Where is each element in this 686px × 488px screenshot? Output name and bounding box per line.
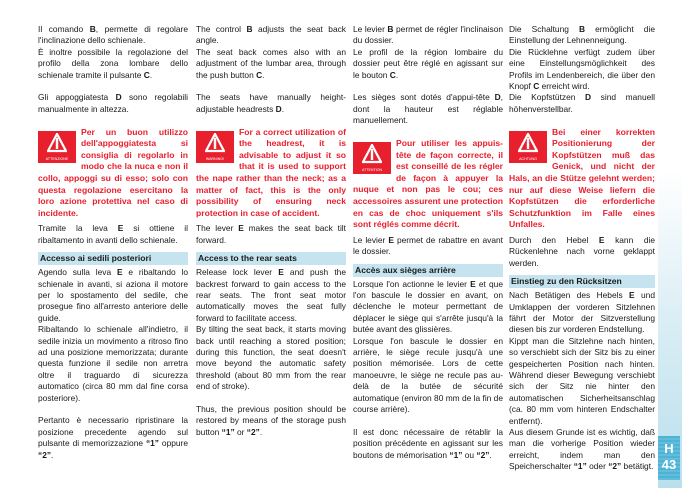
text-run: Nach Betätigen des Hebels bbox=[509, 290, 630, 301]
paragraph bbox=[38, 47, 188, 81]
text-run: Die Schaltung bbox=[509, 24, 579, 34]
warning-label: ATTENTION bbox=[361, 168, 383, 173]
text-run: oppure bbox=[159, 438, 189, 449]
bold-reference: “1” bbox=[221, 426, 235, 437]
text-run: permet de régler l'inclinaison du dossier. bbox=[353, 24, 504, 46]
bold-reference: D bbox=[585, 92, 592, 103]
bold-reference: E bbox=[278, 267, 284, 278]
warning-triangle-icon bbox=[509, 131, 547, 163]
paragraph bbox=[509, 235, 655, 269]
bold-reference: D bbox=[494, 92, 501, 103]
text-run: et que l'on bascule le dossier en avant, on déclenche le moteur permettant de déplacer le siège qui s'arrête jusqu'à la butée avant des glissières. bbox=[353, 278, 503, 335]
bold-reference: “2” bbox=[246, 426, 260, 437]
paragraph bbox=[38, 324, 188, 404]
text-run: ermöglicht die Einstellung der Lehnenneigung. bbox=[509, 24, 655, 46]
warning-text: Per un buon utilizzo dell'appoggiatesta si consiglia di regolarlo in modo che la nuca e non il collo, appoggi su di esso; solo con questa regolazione esercitano la loro azione protettiva nel caso di incidente. bbox=[38, 126, 188, 218]
text-run: Agendo sulla leva bbox=[38, 267, 117, 278]
column-fr bbox=[353, 24, 503, 461]
warning-text: Pour utiliser les appuis-tête de façon correcte, il est conseillé de les régler de façon à appuyer la nuque et non pas le cou; ces accessoires assurent une protection en cas de choc uniquement s'ils sont réglés comme décrit. bbox=[353, 138, 503, 230]
paragraph bbox=[196, 24, 346, 47]
text-run: adjusts the seat back angle. bbox=[196, 24, 346, 46]
paragraph bbox=[353, 427, 503, 461]
column-en-lower bbox=[196, 252, 346, 438]
column-de-upper bbox=[509, 24, 655, 269]
section-heading: Accès aux sièges arrière bbox=[353, 264, 503, 277]
text-run: Die Rücklehne verfügt zudem über eine Einstellungsmöglichkeit des Profils im Lendenbereich, die über den Knopf bbox=[509, 46, 655, 92]
text-run: , permette di regolare l'inclinazione dello schienale. bbox=[38, 24, 189, 46]
paragraph bbox=[196, 267, 346, 324]
paragraph bbox=[196, 324, 346, 392]
bold-reference: C bbox=[143, 69, 150, 80]
text-run: or bbox=[234, 426, 247, 437]
bold-reference: E bbox=[629, 290, 635, 301]
text-run: Il comando bbox=[38, 24, 90, 34]
text-run: makes the seat back tilt forward. bbox=[196, 223, 346, 245]
warning-label: WARNING! bbox=[205, 156, 225, 161]
paragraph bbox=[353, 47, 503, 81]
column-fr-lower bbox=[353, 264, 503, 461]
text-run: permet de rabattre en avant le dossier. bbox=[353, 234, 504, 257]
bold-reference: E bbox=[238, 223, 244, 234]
bold-reference: B bbox=[246, 24, 253, 34]
column-it bbox=[38, 24, 188, 461]
paragraph bbox=[509, 290, 655, 336]
text-run: . bbox=[51, 449, 54, 460]
bold-reference: B bbox=[387, 24, 394, 34]
text-run: Lorsque l'on bascule le dossier en arrière, le siège recule jusqu'à une position mémorisée. Lors de cette manoeuvre, le siège ne recule pas au-delà de la butée de sécurité automatique (environ 80 mm de la fin de course arrière). bbox=[353, 335, 503, 415]
section-heading: Accesso ai sedili posteriori bbox=[38, 252, 188, 265]
paragraph bbox=[509, 47, 655, 93]
bold-reference: E bbox=[388, 234, 394, 245]
column-de-lower bbox=[509, 275, 655, 473]
text-run: kann die Rückenlehne nach vorne geklappt werden. bbox=[509, 234, 655, 268]
paragraph bbox=[196, 47, 346, 81]
text-run: Tramite la leva bbox=[38, 223, 118, 234]
bold-reference: B bbox=[89, 24, 96, 34]
column-it-lower bbox=[38, 252, 188, 461]
text-run: erreicht wird. bbox=[539, 81, 590, 92]
warning-text: For a correct utilization of the headrest, it is advisable to adjust it so that it is used to support the nape rather than the neck; as a matter of fact, this is the only possibility of ensuring neck protection in case of accident. bbox=[196, 126, 346, 218]
paragraph bbox=[353, 24, 503, 47]
bold-reference: E bbox=[470, 278, 476, 289]
text-run: Durch den Hebel bbox=[509, 234, 599, 245]
bold-reference: E bbox=[116, 267, 123, 278]
column-fr-upper bbox=[353, 24, 503, 258]
text-run: Thus, the previous position should be restored by means of the storage push button bbox=[196, 404, 346, 437]
text-run: Kippt man die Sitzlehne nach hinten, so verschiebt sich der Sitz bis zu einer gespeicherten Position nach hinten. Während dieser Bewegung verschiebt sich der Sitz nie hinter den automatischen Sicherheitsanschlag (ca. 80 mm vom hinteren Endschalter entfernt). bbox=[509, 335, 655, 426]
paragraph bbox=[196, 404, 346, 438]
section-letter: H bbox=[664, 441, 674, 456]
paragraph bbox=[353, 235, 503, 258]
text-run: sind manuell höhenverstellbar. bbox=[509, 92, 655, 114]
text-run: Die Kopfstützen bbox=[509, 92, 586, 103]
text-run: By tilting the seat back, it starts moving back until reaching a stored position; during this function, the seat doesn't move beyond the automatic safety threshold (about 80 mm from the rear end of stroke). bbox=[196, 324, 346, 392]
text-run: und Umklappen der vorderen Sitzlehnen fährt der Motor der Sitzverstellung diesen bis zur vorderen Endstellung. bbox=[509, 290, 655, 335]
text-run: si ottiene il ribaltamento in avanti dello schienale. bbox=[38, 223, 188, 245]
section-heading: Einstieg zu den Rücksitzen bbox=[509, 275, 655, 288]
paragraph bbox=[38, 267, 188, 324]
text-run: . bbox=[281, 103, 285, 114]
text-run: Il est donc nécessaire de rétablir la position précédente en agissant sur les boutons de mémorisation bbox=[353, 426, 503, 460]
page-number: 43 bbox=[661, 457, 677, 472]
warning-label: ATTENZIONE bbox=[45, 156, 69, 161]
bold-reference: “2” bbox=[38, 449, 52, 460]
text-run: . bbox=[262, 69, 265, 80]
text-run: Ribaltando lo schienale all'indietro, il sedile inizia un movimento a ritroso fino ad una posizione memorizzata; durante questa funzione il sedile non arretra oltre il traguardo di sicurezza automatico (circa 80 mm dal fine corsa posteriore). bbox=[38, 324, 188, 403]
paragraph bbox=[38, 92, 188, 115]
column-de bbox=[509, 24, 655, 473]
column-en-upper bbox=[196, 24, 346, 246]
text-run: and push the backrest forward to gain access to the rear seats. The front seat motor automatically moves the seat fully forward to facilitate access. bbox=[196, 267, 346, 323]
bold-reference: “1” bbox=[145, 438, 159, 449]
bold-reference: C bbox=[533, 81, 540, 92]
paragraph bbox=[353, 336, 503, 416]
text-run: The control bbox=[196, 24, 247, 34]
paragraph bbox=[509, 427, 655, 473]
text-run: Le levier bbox=[353, 234, 389, 245]
text-run: Le levier bbox=[353, 24, 388, 34]
warning-text: Bei einer korrekten Positionierung der Kopfstützen muß das Genick, und nicht der Hals, an die Stütze gelehnt werden; nur auf diese Weise liefern die Kopfstützen die erforderliche Schutzfunktion im Falle eines Unfalles. bbox=[509, 126, 655, 230]
bold-reference: E bbox=[117, 223, 124, 234]
bold-reference: D bbox=[275, 103, 282, 114]
page-edge-strip bbox=[658, 0, 682, 488]
text-run: Le profil de la région lombaire du dossier peut être réglé en agissant sur le bouton bbox=[353, 46, 503, 80]
paragraph bbox=[38, 415, 188, 461]
warning-triangle-icon bbox=[196, 131, 234, 163]
text-run: The seat back comes also with an adjustment of the lumbar area, through the push button bbox=[196, 46, 346, 80]
text-run: e ribaltando lo schienale in avanti, si aziona il motore per lo spostamento del sedile, che prosegue fino all'arresto anteriore delle guide. bbox=[38, 267, 188, 323]
warning-box bbox=[38, 127, 188, 220]
page-tab bbox=[658, 436, 680, 480]
text-run: . bbox=[489, 449, 492, 460]
text-run: The seats have manually height-adjustable headrests bbox=[196, 92, 346, 114]
text-run: oder bbox=[586, 461, 609, 472]
bold-reference: B bbox=[578, 24, 586, 34]
text-run: Lorsque l'on actionne le levier bbox=[353, 278, 471, 289]
text-run: Release lock lever bbox=[196, 267, 279, 278]
warning-box bbox=[509, 127, 655, 231]
bold-reference: “2” bbox=[608, 461, 622, 472]
bold-reference: “2” bbox=[476, 449, 490, 460]
text-run: . bbox=[259, 426, 263, 437]
warning-box bbox=[196, 127, 346, 220]
paragraph bbox=[38, 24, 188, 47]
bold-reference: “1” bbox=[449, 449, 463, 460]
paragraph bbox=[196, 92, 346, 115]
text-run: sono regolabili manualmente in altezza. bbox=[38, 92, 188, 114]
text-run: ou bbox=[462, 449, 477, 460]
warning-box bbox=[353, 138, 503, 231]
paragraph bbox=[509, 24, 655, 47]
text-run: Les sièges sont dotés d'appui-tête bbox=[353, 92, 495, 103]
text-run: , dont la hauteur est réglable manuellement. bbox=[353, 92, 503, 126]
text-run: . bbox=[149, 69, 153, 80]
column-it-upper bbox=[38, 24, 188, 246]
paragraph bbox=[353, 92, 503, 126]
warning-triangle-icon bbox=[38, 131, 76, 163]
bold-reference: D bbox=[115, 92, 122, 103]
text-run: The lever bbox=[196, 223, 239, 234]
section-heading: Access to the rear seats bbox=[196, 252, 346, 265]
bold-reference: C bbox=[389, 69, 396, 80]
column-en bbox=[196, 24, 346, 438]
text-run: Aus diesem Grunde ist es wichtig, daß man die vorherige Position wieder erreicht, indem man den Speicherschalter bbox=[509, 427, 655, 472]
warning-label: ACHTUNG bbox=[519, 156, 537, 161]
bold-reference: C bbox=[256, 69, 263, 80]
warning-triangle-icon bbox=[353, 142, 391, 174]
text-run: È inoltre possibile la regolazione del profilo della zona lombare dello schienale tramite il pulsante bbox=[38, 46, 188, 80]
bold-reference: “1” bbox=[573, 461, 587, 472]
bold-reference: E bbox=[598, 234, 605, 245]
paragraph bbox=[196, 223, 346, 246]
text-run: Pertanto è necessario ripristinare la posizione precedente agendo sul pulsante di memorizzazione bbox=[38, 415, 188, 449]
paragraph bbox=[353, 279, 503, 336]
paragraph bbox=[509, 336, 655, 427]
paragraph bbox=[38, 223, 188, 246]
text-run: . bbox=[395, 69, 399, 80]
text-run: betätigt. bbox=[621, 461, 654, 472]
paragraph bbox=[509, 92, 655, 115]
text-run: Gli appoggiatesta bbox=[38, 92, 116, 103]
